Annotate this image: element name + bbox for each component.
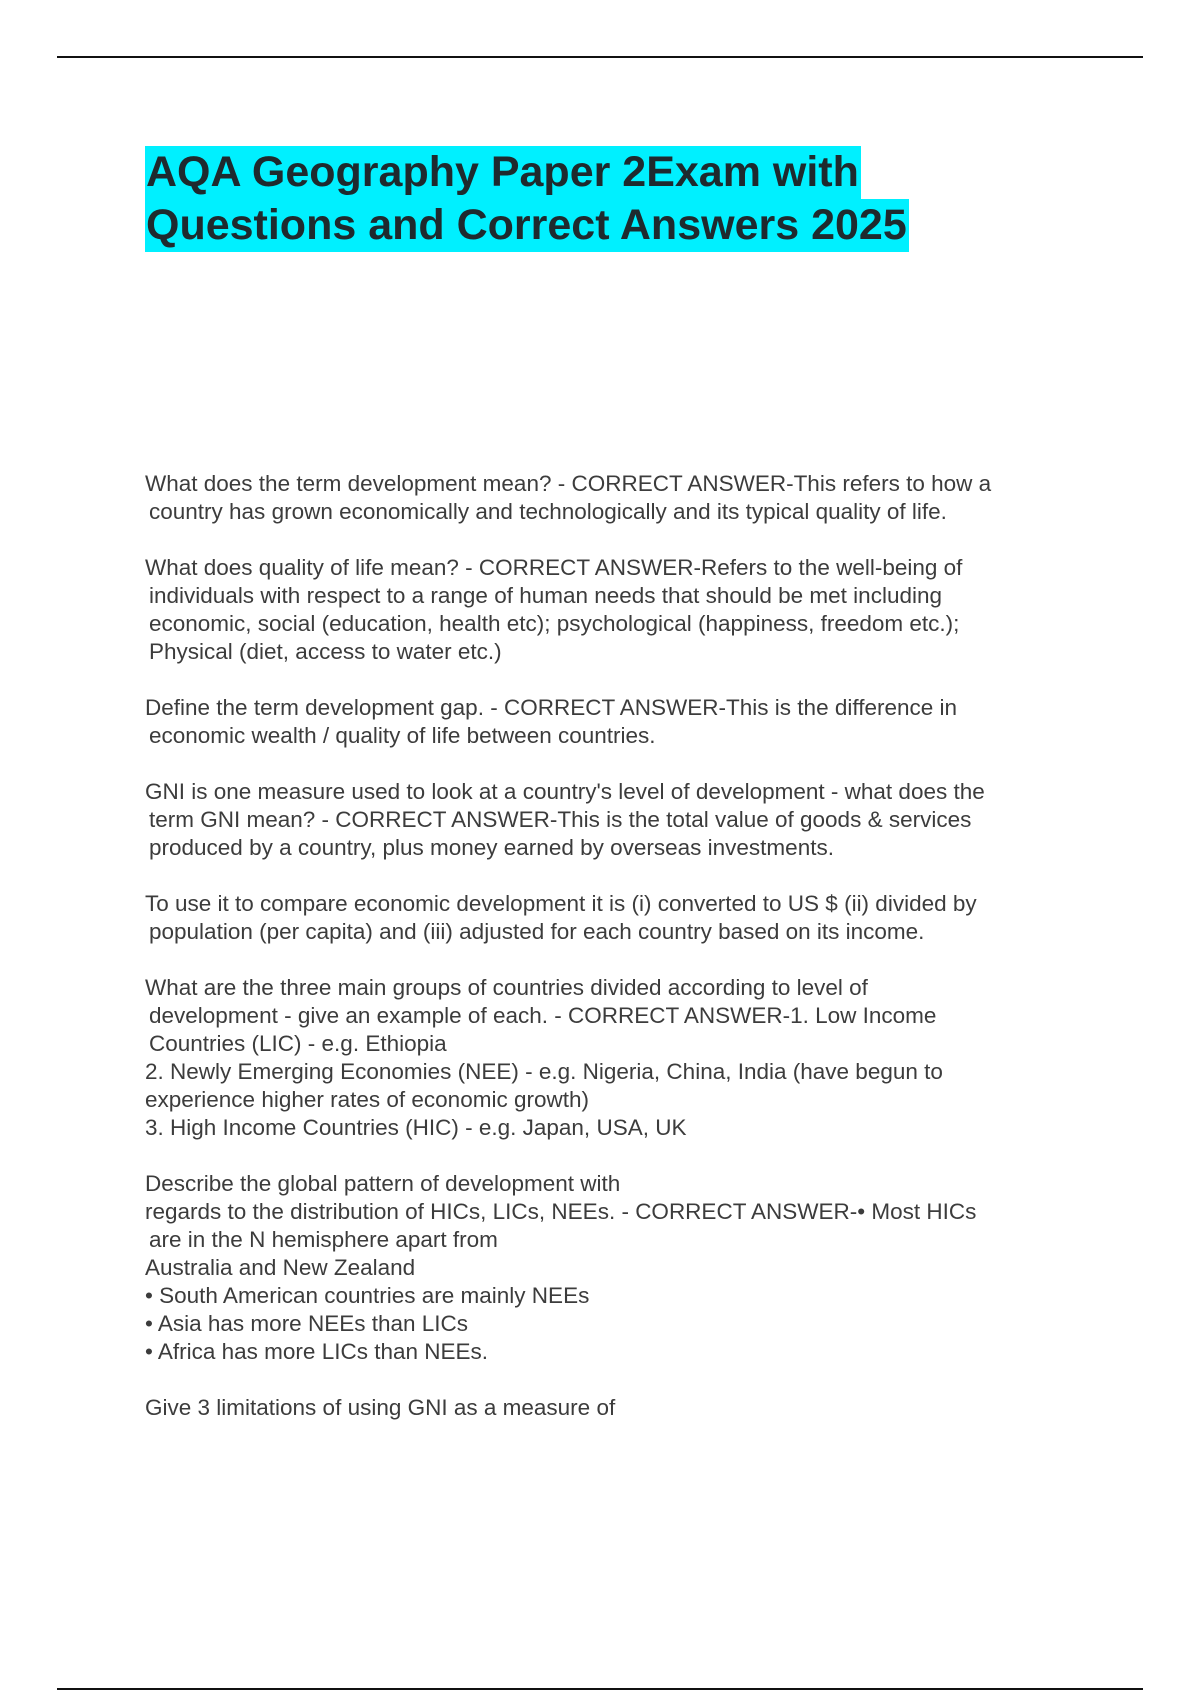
- text-line: economic, social (education, health etc); psychological (happiness, freedom etc.);: [149, 611, 960, 636]
- text-line: experience higher rates of economic growth): [145, 1087, 589, 1112]
- text-line: country has grown economically and technologically and its typical quality of life.: [149, 499, 947, 524]
- qa-paragraph-country-groups: [145, 974, 1105, 1142]
- qa-paragraph-development: [145, 470, 1105, 526]
- text-line: • Asia has more NEEs than LICs: [145, 1311, 469, 1336]
- text-line: Physical (diet, access to water etc.): [149, 639, 502, 664]
- qa-paragraph-development-gap: [145, 694, 1105, 750]
- text-line: Countries (LIC) - e.g. Ethiopia: [149, 1031, 447, 1056]
- bottom-rule: [57, 1688, 1143, 1690]
- qa-paragraph-gni: [145, 778, 1105, 862]
- text-line: Describe the global pattern of development with: [145, 1171, 621, 1196]
- qa-paragraph-gni-comparison: [145, 890, 1105, 946]
- text-line: Give 3 limitations of using GNI as a measure of: [145, 1395, 616, 1420]
- text-line: 2. Newly Emerging Economies (NEE) - e.g. Nigeria, China, India (have begun to: [145, 1059, 943, 1084]
- text-line: • South American countries are mainly NEEs: [145, 1283, 590, 1308]
- text-line: • Africa has more LICs than NEEs.: [145, 1339, 489, 1364]
- text-line: economic wealth / quality of life between countries.: [149, 723, 656, 748]
- text-line: Australia and New Zealand: [145, 1255, 416, 1280]
- text-line: development - give an example of each. - CORRECT ANSWER-1. Low Income: [149, 1003, 937, 1028]
- text-line: What does quality of life mean? - CORRECT ANSWER-Refers to the well-being of: [145, 555, 963, 580]
- qa-paragraph-gni-limitations: [145, 1394, 1105, 1422]
- text-line: are in the N hemisphere apart from: [149, 1227, 498, 1252]
- document-body: [145, 470, 1105, 1450]
- text-line: term GNI mean? - CORRECT ANSWER-This is the total value of goods & services: [149, 807, 972, 832]
- text-line: individuals with respect to a range of human needs that should be met including: [149, 583, 942, 608]
- text-line: To use it to compare economic development it is (i) converted to US $ (ii) divided by: [145, 891, 977, 916]
- text-line: population (per capita) and (iii) adjusted for each country based on its income.: [149, 919, 925, 944]
- qa-paragraph-global-pattern: [145, 1170, 1105, 1366]
- text-line: Define the term development gap. - CORRECT ANSWER-This is the difference in: [145, 695, 957, 720]
- top-rule: [57, 56, 1143, 58]
- text-line: What are the three main groups of countries divided according to level of: [145, 975, 868, 1000]
- qa-paragraph-quality-of-life: [145, 554, 1105, 666]
- document-title: [145, 146, 1045, 252]
- text-line: GNI is one measure used to look at a country's level of development - what does the: [145, 779, 985, 804]
- title-line-1: AQA Geography Paper 2Exam with: [145, 146, 861, 199]
- text-line: regards to the distribution of HICs, LICs, NEEs. - CORRECT ANSWER-• Most HICs: [145, 1199, 977, 1224]
- text-line: produced by a country, plus money earned by overseas investments.: [149, 835, 834, 860]
- text-line: 3. High Income Countries (HIC) - e.g. Japan, USA, UK: [145, 1115, 687, 1140]
- title-line-2: Questions and Correct Answers 2025: [145, 199, 909, 252]
- text-line: What does the term development mean? - CORRECT ANSWER-This refers to how a: [145, 471, 992, 496]
